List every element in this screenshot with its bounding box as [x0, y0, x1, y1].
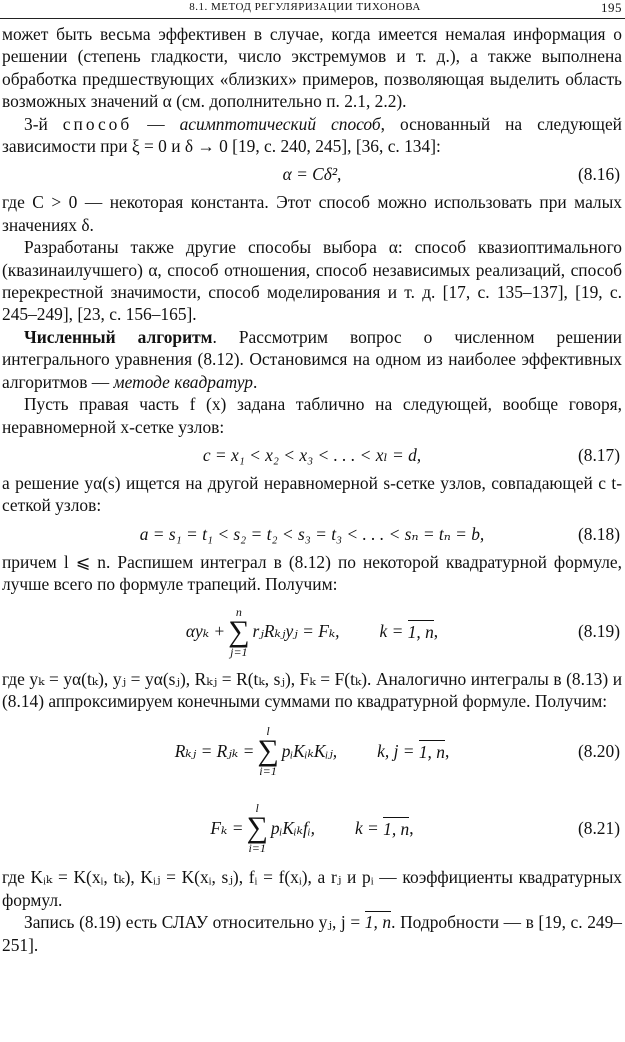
sum-lower-limit: j=1 — [230, 644, 248, 659]
equation-left: αyₖ + — [185, 621, 226, 642]
paragraph-1: может быть весьма эффективен в случае, когда имеется немалая информация о решении (степень гладкости, число экстремумов и т. д.), а также выполнена обработка предшествующих «близких» примеров, позволяющая выделить область возможных значений α (см. дополнительно п. 2.1, 2.2). — [2, 24, 622, 112]
equation-8-18 — [2, 517, 622, 551]
paragraph-7: а решение yα(s) ищется на другой неравномерной s-сетке узлов, совпадающей с t-сеткой узлов: — [2, 472, 622, 516]
sum-lower-limit: i=1 — [248, 841, 266, 856]
page-number: 195 — [601, 0, 622, 15]
equation-right: rⱼRₖⱼyⱼ = Fₖ, — [252, 621, 340, 642]
equation-formula: a = s₁ = t₁ < s₂ = t₂ < s₃ = t₃ < . . . < sₙ = tₙ = b, — [139, 523, 485, 544]
page-body — [2, 23, 622, 956]
summation-operator — [257, 725, 278, 777]
paragraph-11-text: Запись (8.19) есть СЛАУ относительно yⱼ, j = — [24, 912, 365, 933]
paragraph-5-end: . — [253, 371, 258, 392]
equation-number: (8.16) — [577, 164, 620, 185]
range-end: , — [433, 621, 439, 642]
paragraph-2 — [2, 113, 622, 158]
sum-sign: ∑ — [228, 614, 250, 648]
equation-8-21 — [2, 790, 622, 866]
section-heading: Численный алгоритм — [24, 326, 213, 347]
paragraph-9: где yₖ = yα(tₖ), yⱼ = yα(sⱼ), Rₖⱼ = R(tₖ, sⱼ), Fₖ = F(tₖ). Аналогично интегралы в (8.13) и (8.14) аппроксимируем конечными суммами по квадратурной формуле. Получим: — [2, 668, 622, 711]
range-label: k = — [379, 621, 404, 642]
equation-8-19 — [2, 596, 622, 668]
equation-number: (8.20) — [577, 741, 620, 762]
method-number: 3-й — [24, 113, 48, 134]
range-overline: 1, n — [364, 912, 392, 933]
range-overline: 1, n — [407, 621, 434, 642]
paragraph-10: где Kᵢₖ = K(xᵢ, tₖ), Kᵢⱼ = K(xᵢ, sⱼ), fᵢ = f(xᵢ), а rⱼ и pᵢ — коэффициенты квадратурных формул. — [2, 867, 622, 910]
sum-sign: ∑ — [246, 811, 268, 845]
sum-sign: ∑ — [257, 734, 279, 768]
paragraph-6: Пусть правая часть f (x) задана таблично на следующей, вообще говоря, неравномерной x-сетке узлов: — [2, 394, 622, 437]
equation-left: Fₖ = — [210, 818, 244, 839]
range-label: k, j = — [377, 741, 415, 762]
equation-8-17 — [2, 438, 622, 472]
paragraph-5-text: . Рассмотрим вопрос о численном решении интегрального уравнения (8.12). Остановимся на одном из наиболее эффективных алгоритмов — — [2, 326, 622, 392]
paragraph-2-rest: , основанный на следующей зависимости при ξ = 0 и δ → 0 [19, с. 240, 245], [36, с. 134]: — [2, 113, 622, 157]
paragraph-11 — [2, 911, 622, 956]
equation-number: (8.18) — [577, 523, 620, 544]
range-end: , — [409, 818, 414, 839]
sum-lower-limit: i=1 — [259, 764, 277, 779]
equation-formula: α = Cδ², — [282, 164, 342, 185]
running-header — [0, 0, 625, 19]
dash: — — [132, 113, 180, 134]
equation-right: pᵢKᵢₖfᵢ, — [270, 818, 315, 839]
equation-number: (8.21) — [577, 818, 620, 839]
paragraph-3: где C > 0 — некоторая константа. Этот способ можно использовать при малых значениях δ. — [2, 192, 622, 235]
equation-8-16 — [2, 157, 622, 191]
summation-operator — [228, 606, 249, 658]
method-name: асимптотический способ — [179, 113, 381, 134]
equation-formula: c = x₁ < x₂ < x₃ < . . . < xₗ = d, — [202, 444, 422, 465]
sum-upper-limit: n — [235, 604, 242, 619]
equation-8-20 — [2, 712, 622, 790]
method-quadrature: методе квадратур — [113, 371, 253, 392]
running-title: 8.1. МЕТОД РЕГУЛЯРИЗАЦИИ ТИХОНОВА — [189, 1, 421, 13]
spaced-word: способ — [62, 113, 133, 134]
summation-operator — [246, 802, 267, 854]
range-overline: 1, n — [383, 818, 410, 839]
range-label: k = — [354, 818, 379, 839]
paragraph-11-end: . Подробности — в [19, с. 249–251]. — [2, 912, 623, 955]
range-overline: 1, n — [418, 741, 445, 762]
paragraph-4: Разработаны также другие способы выбора α: способ квазиоптимального (квазинаилучшего) α, способ отношения, способ независимых реализаций, способ перекрестной значимости, способ моделирования и т. д. [17, с. 135–137], [19, с. 245–249], [23, с. 156–165]. — [2, 237, 622, 325]
paragraph-8: причем l ⩽ n. Распишем интеграл в (8.12) по некоторой квадратурной формуле, лучше всего по формуле трапеций. Получим: — [2, 551, 622, 595]
sum-upper-limit: l — [266, 724, 270, 739]
range-end: , — [444, 741, 450, 762]
equation-number: (8.17) — [577, 444, 620, 465]
sum-upper-limit: l — [255, 801, 259, 816]
equation-left: Rₖⱼ = Rⱼₖ = — [174, 741, 255, 762]
equation-right: pᵢKᵢₖKᵢⱼ, — [281, 741, 338, 762]
equation-number: (8.19) — [577, 621, 620, 642]
paragraph-5 — [2, 326, 622, 393]
